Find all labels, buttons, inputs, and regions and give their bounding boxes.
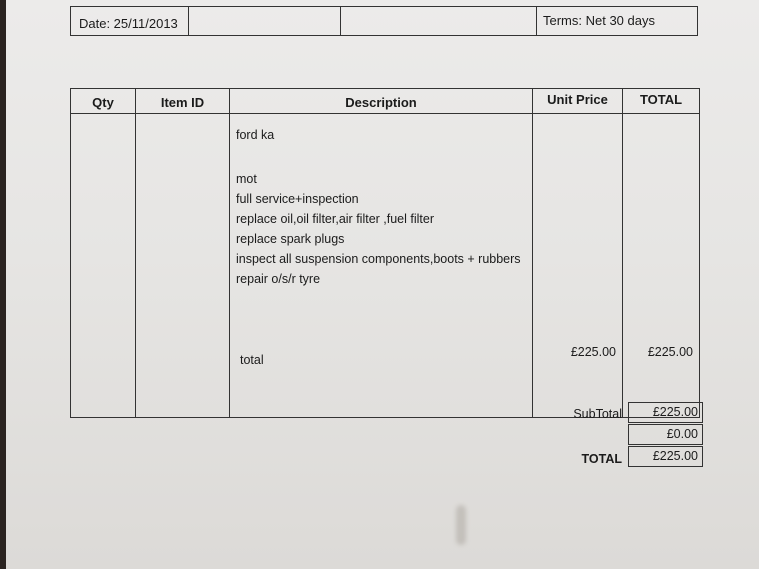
- invoice-page: [6, 0, 759, 569]
- grand-total-value: £225.00: [628, 446, 703, 467]
- item-id-column: [136, 89, 230, 417]
- total-header: TOTAL: [639, 92, 683, 107]
- vehicle-name: ford ka: [236, 128, 275, 142]
- item-id-header: Item ID: [160, 95, 205, 110]
- line-items-table: [70, 88, 700, 418]
- description-line: inspect all suspension components,boots + rubbers: [236, 252, 521, 266]
- description-column: [230, 89, 533, 417]
- subtotal-value: £225.00: [628, 402, 703, 423]
- description-line: replace oil,oil filter,air filter ,fuel filter: [236, 212, 434, 226]
- subtotal-label: SubTotal: [573, 407, 622, 421]
- description-line: mot: [236, 172, 257, 186]
- tax-value: £0.00: [628, 424, 703, 445]
- date-cell: [71, 7, 189, 35]
- terms-cell: [537, 7, 697, 35]
- description-total-label: total: [240, 353, 264, 367]
- spacer: [236, 145, 521, 169]
- description-header: Description: [345, 95, 417, 110]
- description-line: replace spark plugs: [236, 232, 345, 246]
- invoice-header: [70, 6, 698, 36]
- description-line: repair o/s/r tyre: [236, 272, 321, 286]
- grand-total-label: TOTAL: [581, 452, 622, 466]
- line-total-value: £225.00: [647, 345, 693, 359]
- unit-price-value: £225.00: [570, 345, 616, 359]
- description-lines: [236, 125, 521, 289]
- unit-price-header: Unit Price: [547, 92, 608, 107]
- header-blank-cell: [341, 7, 537, 35]
- qty-header: Qty: [92, 95, 114, 110]
- invoice-date: Date: 25/11/2013: [79, 16, 178, 31]
- total-column: [623, 89, 699, 417]
- unit-price-column: [533, 89, 623, 417]
- payment-terms: Terms: Net 30 days: [543, 13, 655, 28]
- qty-column: [71, 89, 136, 417]
- paper-smudge: [456, 505, 466, 545]
- description-line: full service+inspection: [236, 192, 359, 206]
- header-blank-cell: [189, 7, 341, 35]
